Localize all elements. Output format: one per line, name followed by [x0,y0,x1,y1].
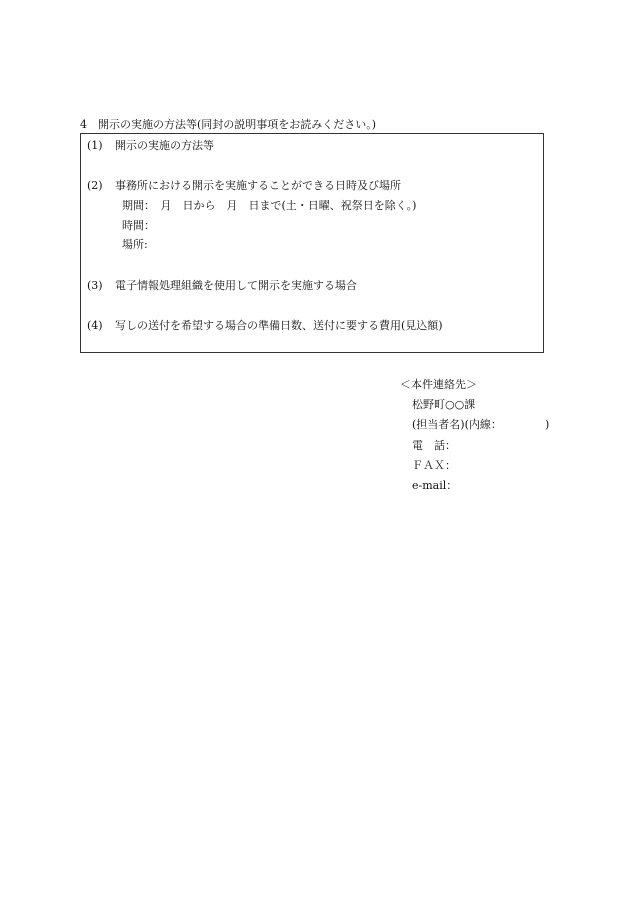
item-2-text: 事務所における開示を実施することができる日時及び場所 [115,179,401,192]
item-4-number: (4) [87,319,103,332]
section-heading: 4 開示の実施の方法等(同封の説明事項をお読みください。) [80,118,377,131]
contact-heading: ＜本件連絡先＞ [400,378,477,391]
contact-extension-close: ) [545,418,550,431]
item-2-place: 場所: [122,238,148,251]
item-1-number: (1) [87,139,103,152]
item-4-text: 写しの送付を希望する場合の準備日数、送付に要する費用(見込額) [115,319,443,332]
item-2-number: (2) [87,179,103,192]
contact-email: e-mail： [412,479,458,492]
item-3-text: 電子情報処理組織を使用して開示を実施する場合 [115,279,357,292]
contact-department: 松野町○○課 [412,398,476,411]
item-3-number: (3) [87,279,103,292]
contact-fax: ＦＡＸ： [412,459,456,472]
item-2-period: 期間： 月 日から 月 日まで(土・日曜、祝祭日を除く。) [122,199,417,212]
item-1-text: 開示の実施の方法等 [115,139,214,152]
contact-person-extension: (担当者名)(内線： [412,418,502,431]
item-2 [87,180,401,191]
item-1 [87,140,214,151]
item-4 [87,320,443,331]
item-3 [87,280,357,291]
contact-telephone: 電 話： [412,439,456,452]
item-2-time: 時間： [122,219,155,232]
